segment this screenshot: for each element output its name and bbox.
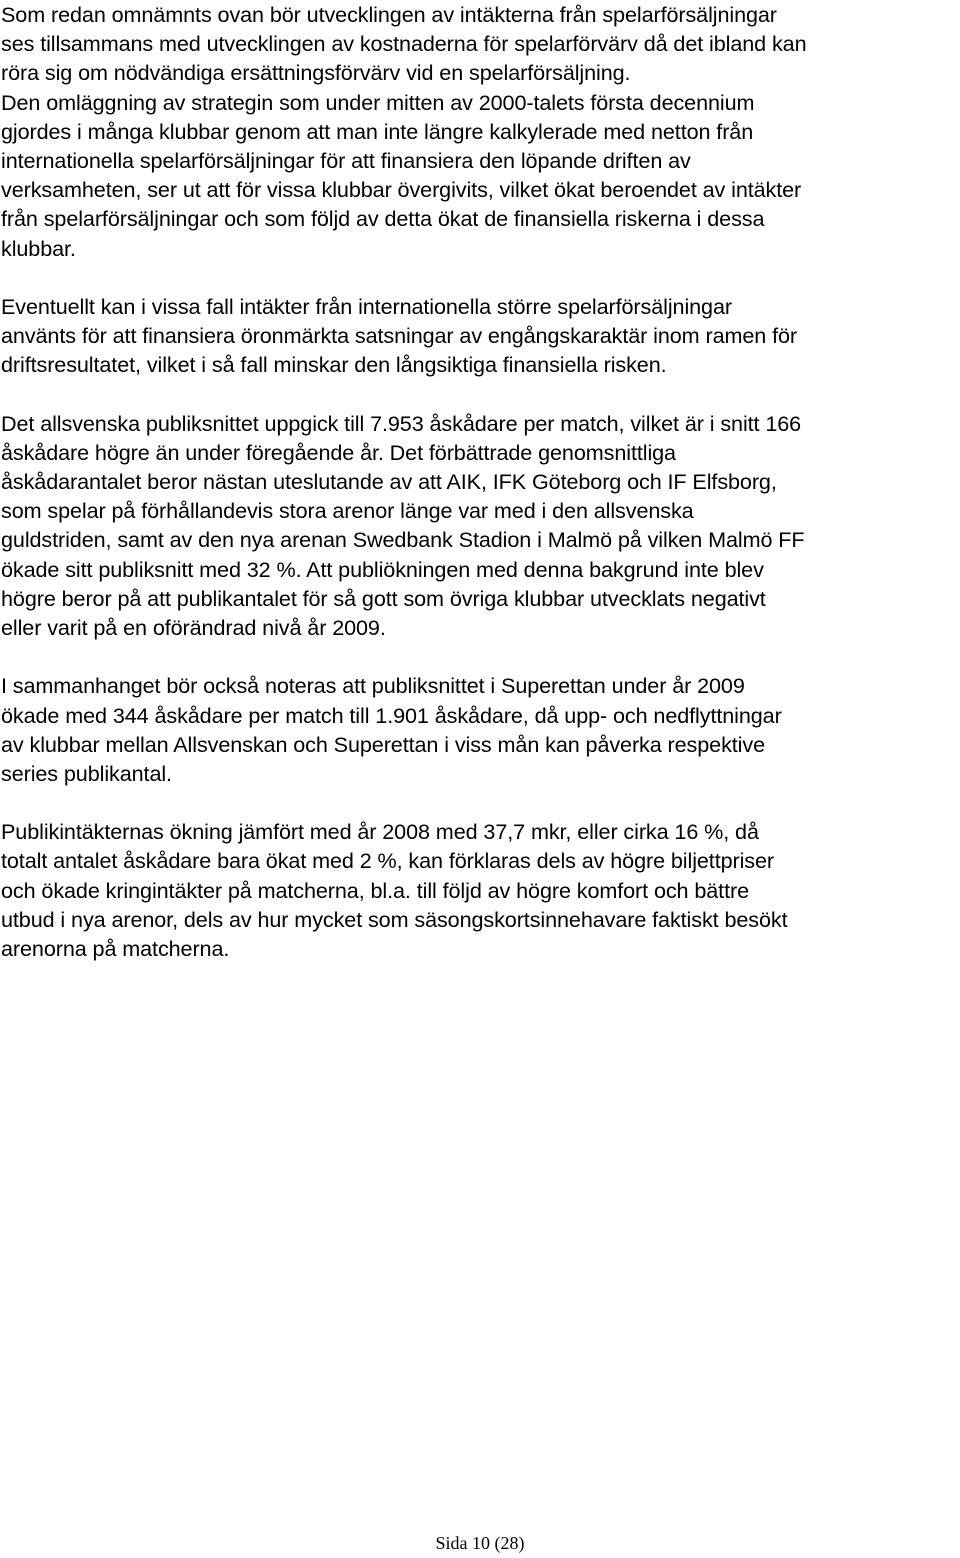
paragraph — [1, 817, 959, 963]
text-line: högre beror på att publikantalet för så gott som övriga klubbar utvecklats negativt — [1, 585, 766, 611]
paragraph — [1, 671, 959, 788]
paragraph — [1, 409, 959, 643]
text-line: ses tillsammans med utvecklingen av kostnaderna för spelarförvärv då det ibland kan — [1, 31, 807, 57]
text-line: arenorna på matcherna. — [1, 936, 230, 961]
text-line: Eventuellt kan i vissa fall intäkter från internationella större spelarförsäljningar — [1, 293, 732, 319]
text-line: som spelar på förhållandevis stora arenor länge var med i den allsvenska — [1, 498, 694, 524]
text-line: internationella spelarförsäljningar för att finansiera den löpande driften av — [1, 147, 691, 173]
text-line: åskådarantalet beror nästan uteslutande av att AIK, IFK Göteborg och IF Elfsborg, — [1, 469, 777, 494]
paragraph — [1, 0, 959, 263]
text-line: av klubbar mellan Allsvenskan och Superettan i viss mån kan påverka respektive — [1, 731, 765, 757]
text-line: I sammanhanget bör också noteras att publiksnittet i Superettan under år 2009 — [1, 673, 745, 699]
page-number: Sida 10 (28) — [435, 1533, 525, 1553]
text-line: ökade sitt publiksnitt med 32 %. Att publiökningen med denna bakgrund inte blev — [1, 556, 764, 582]
text-line: klubbar. — [1, 235, 76, 261]
text-line: series publikantal. — [1, 760, 172, 786]
text-line: använts för att finansiera öronmärkta satsningar av engångskaraktär inom ramen för — [1, 323, 797, 349]
text-line: röra sig om nödvändiga ersättningsförvärv vid en spelarförsäljning. — [1, 60, 631, 86]
text-line: ökade med 344 åskådare per match till 1.901 åskådare, då upp- och nedflyttningar — [1, 702, 782, 728]
text-line: totalt antalet åskådare bara ökat med 2 %, kan förklaras dels av högre biljettpriser — [1, 848, 774, 874]
text-line: från spelarförsäljningar och som följd av detta ökat de finansiella riskerna i dessa — [1, 206, 765, 232]
text-line: utbud i nya arenor, dels av hur mycket som säsongskortsinnehavare faktiskt besökt — [1, 906, 788, 932]
text-line: gjordes i många klubbar genom att man inte längre kalkylerade med netton från — [1, 118, 754, 144]
text-line: Som redan omnämnts ovan bör utvecklingen av intäkterna från spelarförsäljningar — [1, 2, 777, 27]
text-line: Publikintäkternas ökning jämfört med år 2008 med 37,7 mkr, eller cirka 16 %, då — [1, 819, 759, 845]
text-line: verksamheten, ser ut att för vissa klubbar övergivits, vilket ökat beroendet av intäkter — [1, 177, 802, 203]
text-line: Det allsvenska publiksnittet uppgick till 7.953 åskådare per match, vilket är i snitt 166 — [1, 410, 802, 436]
text-line: guldstriden, samt av den nya arenan Swedbank Stadion i Malmö på vilken Malmö FF — [1, 527, 805, 553]
body-text — [1, 0, 959, 992]
text-line: åskådare högre än under föregående år. Det förbättrade genomsnittliga — [1, 439, 676, 465]
text-line: och ökade kringintäkter på matcherna, bl.a. till följd av högre komfort och bättre — [1, 877, 749, 903]
text-line: driftsresultatet, vilket i så fall minskar den långsiktiga finansiella risken. — [1, 352, 667, 378]
paragraph — [1, 292, 959, 380]
text-line: Den omläggning av strategin som under mitten av 2000-talets första decennium — [1, 89, 755, 115]
text-line: eller varit på en oförändrad nivå år 2009. — [1, 614, 386, 640]
